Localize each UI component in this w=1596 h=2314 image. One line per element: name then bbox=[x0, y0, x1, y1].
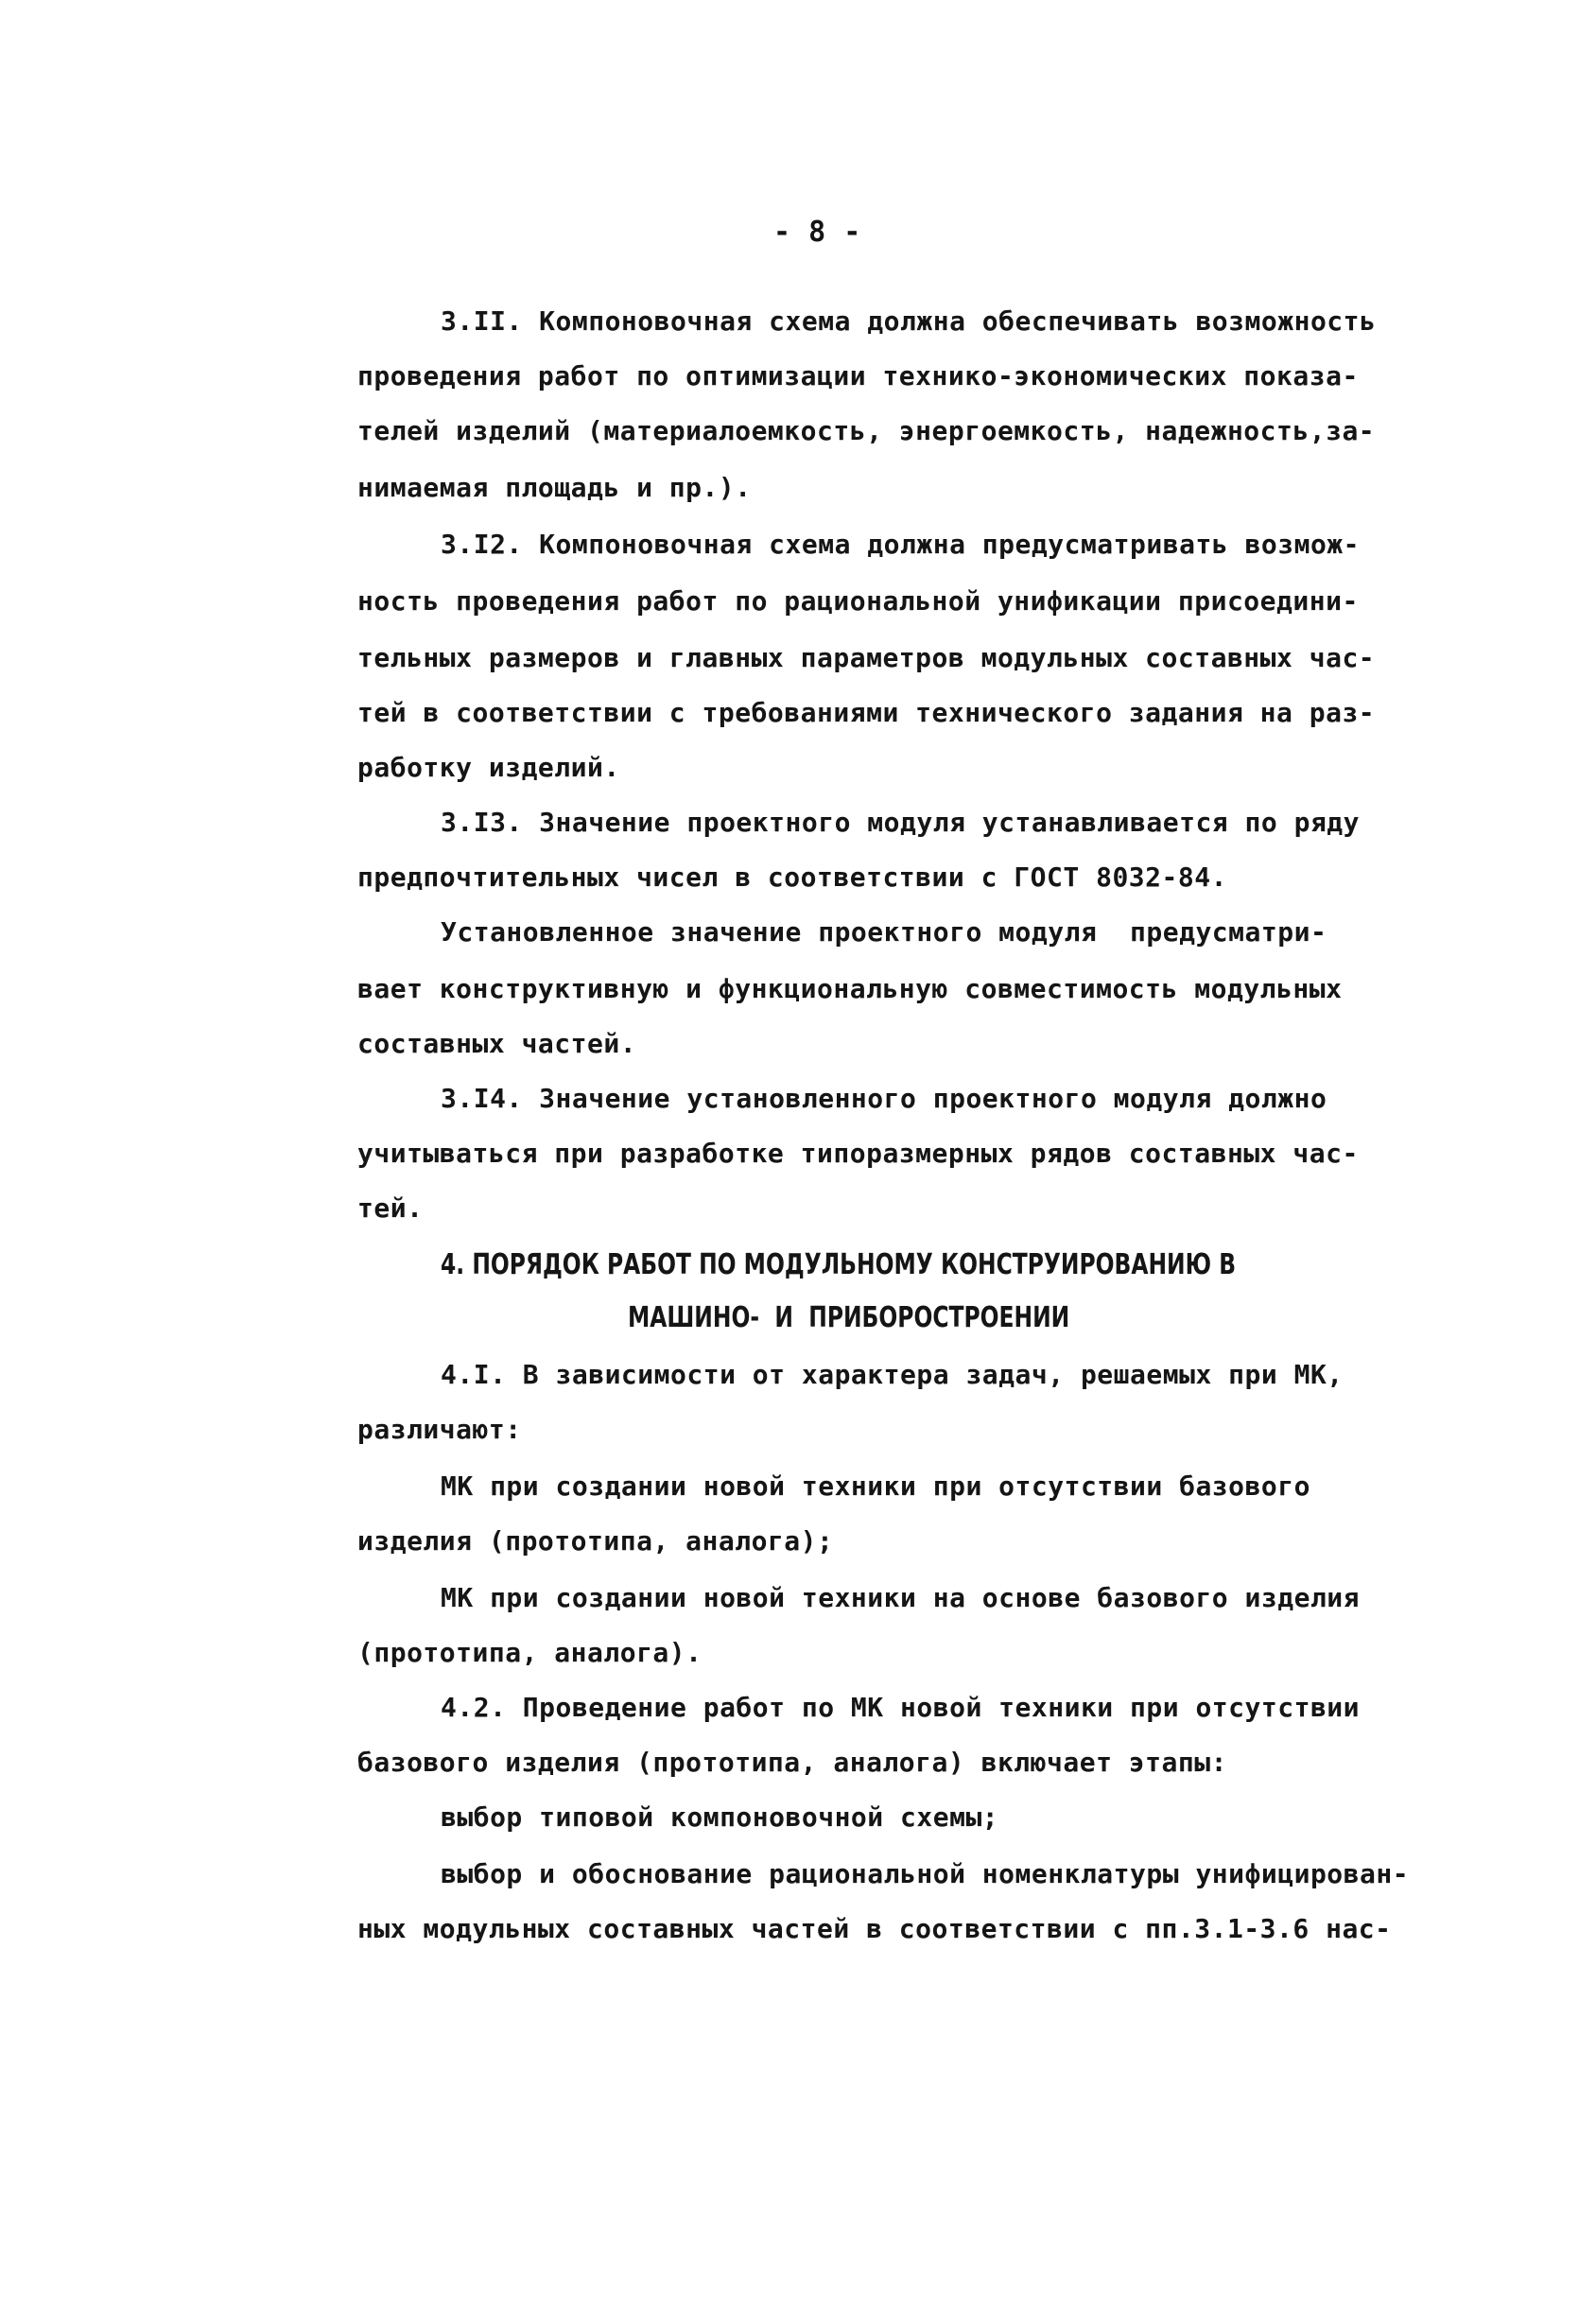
page-number: - 8 - bbox=[773, 216, 861, 249]
paragraph-3-11-line-2: проведения работ по оптимизации технико-экономических показа- bbox=[357, 360, 1359, 391]
paragraph-3-12-line-3: тельных размеров и главных параметров модульных составных час- bbox=[357, 642, 1376, 673]
paragraph-3-12-line-4: тей в соответствии с требованиями технического задания на раз- bbox=[357, 697, 1376, 728]
paragraph-4-1a-line-2: изделия (прототипа, аналога); bbox=[357, 1525, 834, 1557]
paragraph-3-13-line-1: 3.I3. Значение проектного модуля устанавливается по ряду bbox=[441, 807, 1361, 838]
paragraph-3-12-line-1: 3.I2. Компоновочная схема должна предусматривать возмож- bbox=[441, 529, 1361, 560]
paragraph-4-1b-line-1: МК при создании новой техники на основе базового изделия bbox=[441, 1582, 1361, 1613]
paragraph-3-13b-line-1: Установленное значение проектного модуля предусматри- bbox=[441, 916, 1327, 948]
paragraph-4-2b-line-1: выбор и обоснование рациональной номенклатуры унифицирован- bbox=[441, 1858, 1410, 1889]
paragraph-4-1a-line-1: МК при создании новой техники при отсутствии базового bbox=[441, 1470, 1310, 1502]
paragraph-3-12-line-2: ность проведения работ по рациональной унификации присоедини- bbox=[357, 585, 1359, 617]
paragraph-4-1b-line-2: (прототипа, аналога). bbox=[357, 1637, 703, 1668]
paragraph-4-1-line-2: различают: bbox=[357, 1414, 522, 1445]
paragraph-4-2-line-1: 4.2. Проведение работ по МК новой техники при отсутствии bbox=[441, 1692, 1361, 1723]
paragraph-4-2b-line-2: ных модульных составных частей в соответствии с пп.3.1-3.6 нас- bbox=[357, 1913, 1392, 1944]
paragraph-3-14-line-1: 3.I4. Значение установленного проектного модуля должно bbox=[441, 1083, 1327, 1114]
paragraph-3-11-line-1: 3.II. Компоновочная схема должна обеспечивать возможность bbox=[441, 305, 1377, 337]
paragraph-3-14-line-3: тей. bbox=[357, 1192, 424, 1224]
section-4-heading-line-1: 4. ПОРЯДОК РАБОТ ПО МОДУЛЬНОМУ КОНСТРУИРОВАНИЮ В bbox=[441, 1248, 1237, 1281]
paragraph-3-11-line-4: нимаемая площадь и пр.). bbox=[357, 472, 752, 503]
paragraph-3-13-line-2: предпочтительных чисел в соответствии с ГОСТ 8032-84. bbox=[357, 861, 1227, 893]
paragraph-3-12-line-5: работку изделий. bbox=[357, 752, 620, 783]
paragraph-3-13b-line-3: составных частей. bbox=[357, 1028, 637, 1059]
paragraph-4-2-line-2: базового изделия (прототипа, аналога) включает этапы: bbox=[357, 1747, 1227, 1778]
paragraph-4-2a-line-1: выбор типовой компоновочной схемы; bbox=[441, 1801, 999, 1833]
paragraph-3-11-line-3: телей изделий (материалоемкость, энергоемкость, надежность,за- bbox=[357, 415, 1376, 446]
paragraph-4-1-line-1: 4.I. В зависимости от характера задач, решаемых при МК, bbox=[441, 1359, 1344, 1390]
paragraph-3-14-line-2: учитываться при разработке типоразмерных рядов составных час- bbox=[357, 1138, 1359, 1169]
section-4-heading-line-2: МАШИНО- И ПРИБОРОСТРОЕНИИ bbox=[628, 1301, 1070, 1334]
paragraph-3-13b-line-2: вает конструктивную и функциональную совместимость модульных bbox=[357, 973, 1343, 1004]
